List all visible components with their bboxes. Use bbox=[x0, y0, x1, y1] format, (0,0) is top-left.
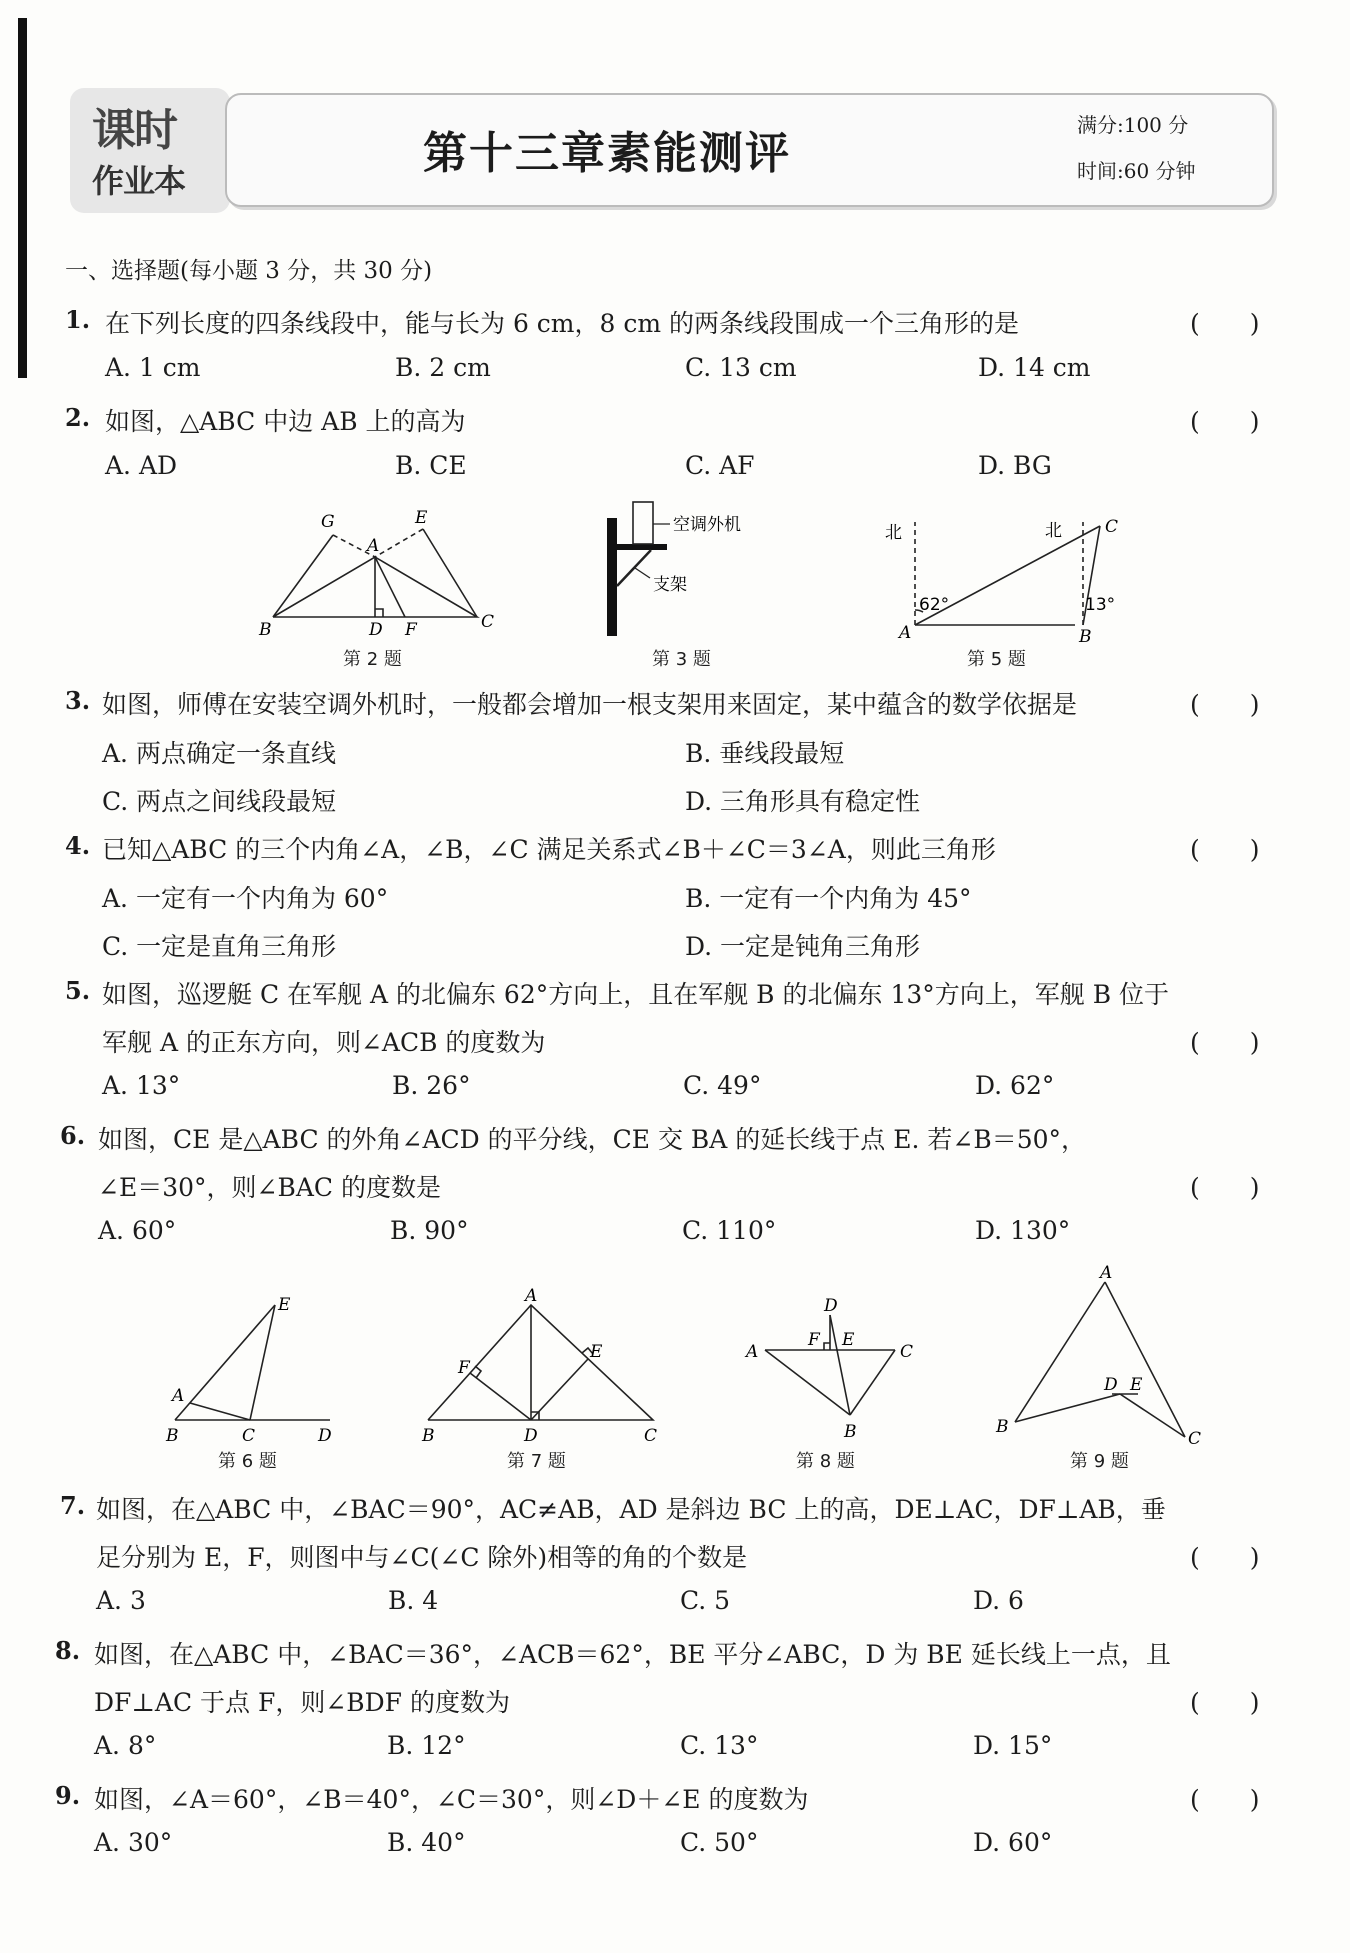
fig5-label-c: C bbox=[1105, 517, 1119, 537]
fig5-angle-13: 13° bbox=[1085, 595, 1116, 615]
q9-option-c: C. 50° bbox=[680, 1828, 759, 1857]
q5-option-b: B. 26° bbox=[392, 1071, 471, 1100]
fig7-label-d: D bbox=[524, 1426, 538, 1445]
figure-q6 bbox=[160, 1285, 340, 1445]
q6-option-d: D. 130° bbox=[975, 1216, 1071, 1245]
fig6-caption: 第 6 题 bbox=[218, 1451, 277, 1472]
fig6-label-c: C bbox=[242, 1426, 256, 1445]
q7-option-c: C. 5 bbox=[680, 1586, 731, 1615]
figure-q9 bbox=[990, 1262, 1210, 1447]
fig2-label-d: D bbox=[369, 620, 383, 640]
q9-text: 如图，∠A＝60°，∠B＝40°，∠C＝30°，则∠D＋∠E 的度数为 bbox=[94, 1785, 809, 1814]
logo-line2: 作业本 bbox=[92, 162, 186, 200]
logo bbox=[70, 88, 230, 213]
q7-option-b: B. 4 bbox=[388, 1586, 439, 1615]
title-box bbox=[225, 93, 1274, 207]
q7-option-d: D. 6 bbox=[973, 1586, 1024, 1615]
q7-text-line2: 足分别为 E，F，则图中与∠C(∠C 除外)相等的角的个数是 bbox=[96, 1543, 748, 1572]
q4-option-d: D. 一定是钝角三角形 bbox=[685, 932, 921, 961]
q1-option-b: B. 2 cm bbox=[395, 353, 491, 382]
fig5-label-b: B bbox=[1079, 627, 1092, 645]
q3-option-c: C. 两点之间线段最短 bbox=[102, 787, 337, 816]
fig9-caption: 第 9 题 bbox=[1070, 1451, 1129, 1472]
fig7-label-f: F bbox=[458, 1358, 470, 1378]
q2-option-c: C. AF bbox=[685, 451, 755, 480]
q1-number: 1. bbox=[65, 305, 91, 334]
fig5-label-a: A bbox=[899, 623, 912, 643]
fig7-label-a: A bbox=[525, 1286, 538, 1306]
fig5-north-b: 北 bbox=[1045, 521, 1062, 541]
figure-q7 bbox=[418, 1285, 658, 1445]
fig8-label-f: F bbox=[808, 1330, 820, 1350]
fig2-label-g: G bbox=[321, 512, 335, 532]
section-heading bbox=[65, 252, 432, 285]
page-header bbox=[70, 88, 1275, 213]
fig6-label-e: E bbox=[278, 1295, 291, 1315]
q3-option-d: D. 三角形具有稳定性 bbox=[685, 787, 921, 816]
q6-option-a: A. 60° bbox=[98, 1216, 177, 1245]
q1-text: 在下列长度的四条线段中，能与长为 6 cm，8 cm 的两条线段围成一个三角形的是 bbox=[105, 309, 1020, 338]
section-note: (每小题 3 分，共 30 分) bbox=[180, 258, 433, 284]
fig9-label-c: C bbox=[1188, 1429, 1202, 1447]
fig6-label-d: D bbox=[318, 1426, 332, 1445]
q4-option-a: A. 一定有一个内角为 60° bbox=[102, 884, 389, 913]
time-limit: 时间:60 分钟 bbox=[1077, 159, 1196, 183]
fig8-label-d: D bbox=[824, 1296, 838, 1316]
page-title: 第十三章素能测评 bbox=[423, 128, 791, 179]
fig8-label-a: A bbox=[746, 1342, 759, 1362]
q6-text-line2: ∠E＝30°，则∠BAC 的度数是 bbox=[98, 1173, 441, 1202]
fig8-label-b: B bbox=[844, 1422, 857, 1442]
fig6-label-a: A bbox=[172, 1386, 185, 1406]
q8-option-c: C. 13° bbox=[680, 1731, 759, 1760]
page-spine bbox=[18, 18, 27, 378]
q9-option-b: B. 40° bbox=[387, 1828, 466, 1857]
q8-text-line1: 如图，在△ABC 中，∠BAC＝36°，∠ACB＝62°，BE 平分∠ABC，D 为 BE 延长线上一点，且 bbox=[94, 1640, 1171, 1669]
q2-option-d: D. BG bbox=[978, 451, 1052, 480]
q8-number: 8. bbox=[55, 1636, 81, 1665]
q6-number: 6. bbox=[60, 1121, 86, 1150]
q9-option-d: D. 60° bbox=[973, 1828, 1053, 1857]
fig7-label-b: B bbox=[422, 1426, 435, 1445]
fig9-label-d: D bbox=[1104, 1375, 1118, 1395]
fig2-label-e: E bbox=[415, 508, 428, 528]
q3-option-a: A. 两点确定一条直线 bbox=[102, 739, 336, 768]
q1-option-d: D. 14 cm bbox=[978, 353, 1091, 382]
q1-option-a: A. 1 cm bbox=[105, 353, 201, 382]
fig9-label-b: B bbox=[996, 1417, 1009, 1437]
q5-text-line2: 军舰 A 的正东方向，则∠ACB 的度数为 bbox=[102, 1028, 546, 1057]
q8-option-d: D. 15° bbox=[973, 1731, 1053, 1760]
figure-q3 bbox=[595, 498, 775, 643]
q5-option-d: D. 62° bbox=[975, 1071, 1055, 1100]
q8-option-b: B. 12° bbox=[387, 1731, 466, 1760]
q4-text: 已知△ABC 的三个内角∠A，∠B，∠C 满足关系式∠B＋∠C＝3∠A，则此三角形 bbox=[102, 835, 996, 864]
fig3-label-unit: 空调外机 bbox=[673, 515, 741, 535]
fig8-label-e: E bbox=[842, 1330, 855, 1350]
fig2-label-f: F bbox=[405, 620, 417, 640]
ac-unit bbox=[633, 502, 653, 544]
q2-answer-paren: ( ) bbox=[1190, 407, 1260, 436]
q8-answer-paren: ( ) bbox=[1190, 1688, 1260, 1717]
q2-text: 如图，△ABC 中边 AB 上的高为 bbox=[105, 407, 466, 436]
q2-number: 2. bbox=[65, 403, 91, 432]
wall bbox=[607, 518, 617, 636]
q4-option-b: B. 一定有一个内角为 45° bbox=[685, 884, 972, 913]
q1-option-c: C. 13 cm bbox=[685, 353, 797, 382]
full-score: 满分:100 分 bbox=[1077, 113, 1189, 137]
q5-text-line1: 如图，巡逻艇 C 在军舰 A 的北偏东 62°方向上，且在军舰 B 的北偏东 13°方向上，军舰 B 位于 bbox=[102, 980, 1170, 1009]
fig2-label-a: A bbox=[367, 536, 380, 556]
q2-option-a: A. AD bbox=[105, 451, 178, 480]
q3-number: 3. bbox=[65, 686, 91, 715]
q3-text: 如图，师傅在安装空调外机时，一般都会增加一根支架用来固定，某中蕴含的数学依据是 bbox=[102, 690, 1078, 719]
fig8-label-c: C bbox=[900, 1342, 914, 1362]
q4-number: 4. bbox=[65, 831, 91, 860]
q4-answer-paren: ( ) bbox=[1190, 835, 1260, 864]
q4-option-c: C. 一定是直角三角形 bbox=[102, 932, 337, 961]
fig9-label-e: E bbox=[1130, 1375, 1143, 1395]
q7-option-a: A. 3 bbox=[96, 1586, 146, 1615]
fig5-north-a: 北 bbox=[885, 523, 902, 543]
q9-number: 9. bbox=[55, 1781, 81, 1810]
q8-text-line2: DF⊥AC 于点 F，则∠BDF 的度数为 bbox=[94, 1688, 510, 1717]
q9-option-a: A. 30° bbox=[94, 1828, 173, 1857]
q5-answer-paren: ( ) bbox=[1190, 1028, 1260, 1057]
q6-answer-paren: ( ) bbox=[1190, 1173, 1260, 1202]
q7-answer-paren: ( ) bbox=[1190, 1543, 1260, 1572]
q5-option-c: C. 49° bbox=[683, 1071, 762, 1100]
fig6-label-b: B bbox=[166, 1426, 179, 1445]
q5-number: 5. bbox=[65, 976, 91, 1005]
figure-q2-labels bbox=[258, 508, 494, 640]
q8-option-a: A. 8° bbox=[94, 1731, 157, 1760]
fig7-label-c: C bbox=[644, 1426, 658, 1445]
q7-text-line1: 如图，在△ABC 中，∠BAC＝90°，AC≠AB，AD 是斜边 BC 上的高，DE⊥AC，DF⊥AB，垂 bbox=[96, 1495, 1166, 1524]
shelf bbox=[617, 544, 667, 550]
fig3-label-bracket: 支架 bbox=[653, 575, 687, 595]
q1-answer-paren: ( ) bbox=[1190, 309, 1260, 338]
fig2-caption: 第 2 题 bbox=[343, 649, 402, 670]
q5-option-a: A. 13° bbox=[102, 1071, 181, 1100]
fig3-caption: 第 3 题 bbox=[652, 649, 711, 670]
fig8-caption: 第 8 题 bbox=[796, 1451, 855, 1472]
q6-option-c: C. 110° bbox=[682, 1216, 777, 1245]
logo-line1: 课时 bbox=[92, 105, 176, 156]
figure-q8 bbox=[740, 1295, 920, 1445]
fig2-label-c: C bbox=[481, 612, 495, 632]
figure-q2 bbox=[255, 505, 505, 640]
section-title: 一、选择题 bbox=[65, 258, 180, 284]
q3-option-b: B. 垂线段最短 bbox=[685, 739, 845, 768]
fig2-label-b: B bbox=[259, 620, 272, 640]
q7-number: 7. bbox=[60, 1491, 86, 1520]
q2-option-b: B. CE bbox=[395, 451, 467, 480]
q6-option-b: B. 90° bbox=[390, 1216, 469, 1245]
q3-answer-paren: ( ) bbox=[1190, 690, 1260, 719]
figure-q5 bbox=[885, 510, 1125, 645]
fig5-angle-62: 62° bbox=[919, 595, 950, 615]
fig7-label-e: E bbox=[590, 1342, 603, 1362]
fig9-label-a: A bbox=[1100, 1263, 1113, 1283]
fig7-caption: 第 7 题 bbox=[507, 1451, 566, 1472]
q6-text-line1: 如图，CE 是△ABC 的外角∠ACD 的平分线，CE 交 BA 的延长线于点 E. 若∠B＝50°， bbox=[98, 1125, 1087, 1154]
fig5-caption: 第 5 题 bbox=[967, 649, 1026, 670]
q9-answer-paren: ( ) bbox=[1190, 1785, 1260, 1814]
